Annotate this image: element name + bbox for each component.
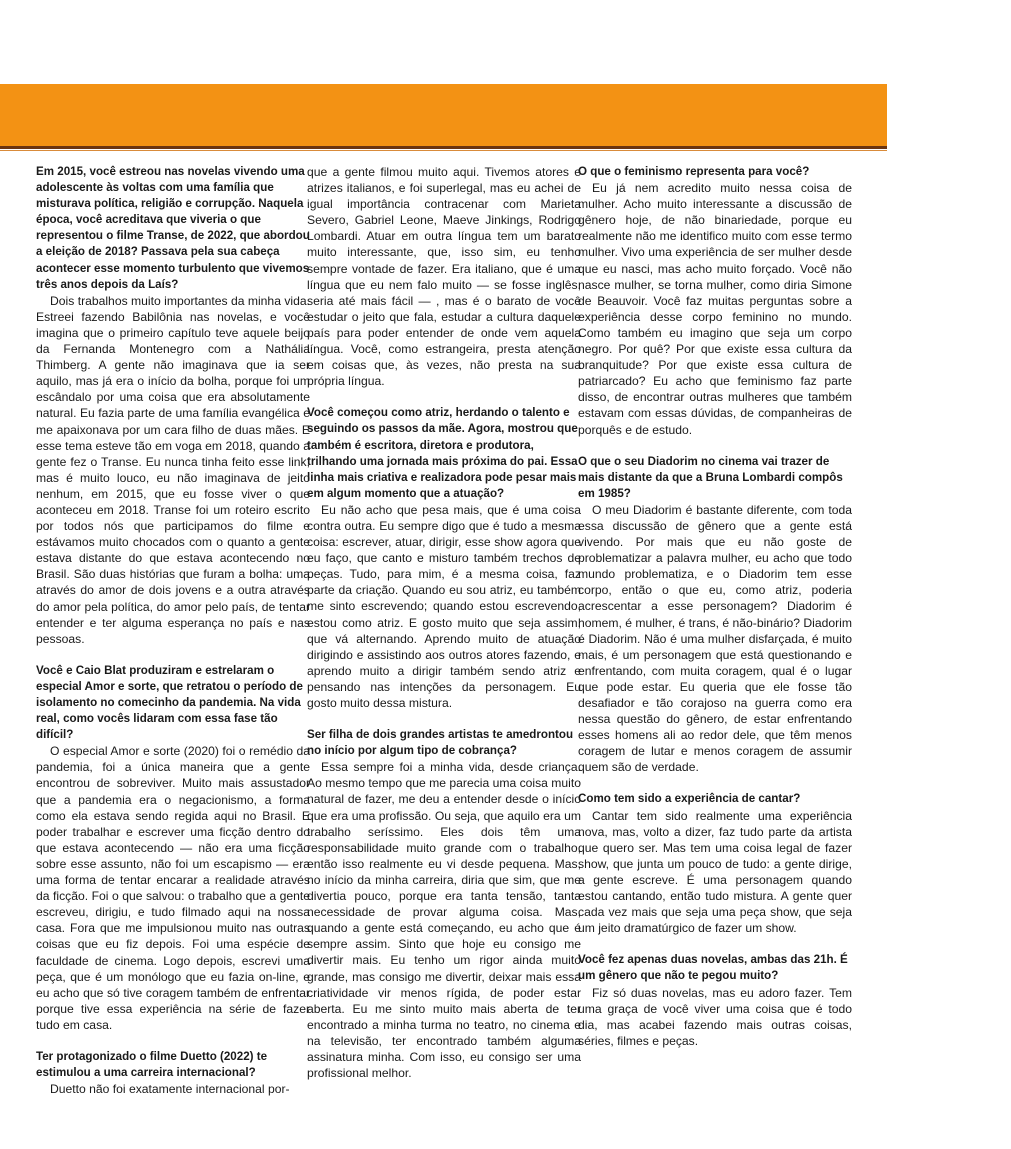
interview-question: Ser filha de dois grandes artistas te amedrontou no início por algum tipo de cobrança?	[307, 728, 574, 758]
text-column-2	[307, 164, 581, 1081]
interview-answer: Eu já nem acredito muito nessa coisa de mulher. Acho muito interessante a discussão de gênero hoje, de não binariedade, porque eu realmente não me identifico muito com esse termo mulher. Vivo uma experiência de ser mulher desde que eu nasci, mas acho muito forçado. Você não nasce mulher, se torna mulher, como diria Simone de Beauvoir. Você faz muitas perguntas sobre a experiência desse corpo feminino no mundo. Como também eu imagino que seja um corpo negro. Por quê? Por que existe essa cultura da branquitude? Por que existe essa cultura de patriarcado? Eu acho que feminismo faz parte disso, de encontrar outras mulheres que também estavam com essas dúvidas, de companheiras de porquês e de estudo.	[578, 181, 852, 437]
interview-question: Você e Caio Blat produziram e estrelaram o especial Amor e sorte, que retratou o período de isolamento no comecinho da pandemia. Na vida real, como vocês lidaram com essa fase tão difícil?	[36, 663, 303, 742]
interview-question: Você fez apenas duas novelas, ambas das 21h. É um gênero que não te pegou muito?	[578, 953, 848, 983]
interview-question: Como tem sido a experiência de cantar?	[578, 792, 801, 806]
interview-answer: Dois trabalhos muito importantes da minha vida. Estreei fazendo Babilônia nas novelas, e você imagina que o primeiro capítulo teve aquele beijo da Fernanda Montenegro com a Nathália Thimberg. A gente não imaginava que ia ser aquilo, mas já era o início da bolha, porque foi um escândalo por uma coisa que era absolutamente natural. Eu fazia parte de uma família evangélica e me apaixonava por um cara filho de duas mães. E esse tema esteve tão em voga em 2018, quando a gente fez o Transe. Eu nunca tinha feito esse link, mas é muito louco, eu não imaginava de jeito nenhum, em 2015, que eu fosse viver o que aconteceu em 2018. Transe foi um roteiro escrito por todos nós que participamos do filme e estávamos muito chocados com o quanto a gente estava distante do que estava acontecendo no Brasil. São duas histórias que furam a bolha: uma através do amor de dois jovens e a outra através do amor pela política, do amor pelo país, de tentar entender e ter alguma esperança no país e nas pessoas.	[36, 293, 310, 646]
header-rule	[0, 146, 887, 149]
header-rule-thin	[0, 150, 887, 151]
interview-answer: Essa sempre foi a minha vida, desde criança. Ao mesmo tempo que me parecia uma coisa muito natural de fazer, me deu a entender desde o início que era uma profissão. Ou seja, que aquilo era um trabalho seríssimo. Eles dois têm uma responsabilidade muito grande com o trabalho, então isso realmente eu vi desde pequena. Mas, no início da minha carreira, diria que sim, que me divertia pouco, porque era tanta tensão, tanta necessidade de provar alguma coisa. Mas, quando a gente está começando, eu acho que é sempre assim. Sinto que hoje eu consigo me divertir mais. Eu tenho um rigor ainda muito grande, mas consigo me divertir, deixar mais essa criatividade vir menos rígida, de poder estar aberta. Eu me sinto muito mais aberta de ter encontrado a minha turma no teatro, no cinema e na televisão, ter encontrado também alguma assinatura minha. Com isso, eu consigo ser uma profissional melhor.	[307, 760, 581, 1081]
interview-answer: Fiz só duas novelas, mas eu adoro fazer. Tem uma graça de você viver uma coisa que é todo dia, mas acabei fazendo mais outras coisas, séries, filmes e peças.	[578, 985, 852, 1048]
interview-question: O que o seu Diadorim no cinema vai trazer de mais distante da que a Bruna Lombardi compôs em 1985?	[578, 454, 843, 500]
interview-answer: Duetto não foi exatamente internacional por-	[50, 1082, 290, 1097]
interview-answer: O meu Diadorim é bastante diferente, com toda essa discussão de gênero que a gente está vivendo. Por mais que eu não goste de problematizar a palavra mulher, eu acho que todo mundo problematiza, e o Diadorim tem esse corpo, então o que eu, como atriz, poderia acrescentar a esse personagem? Diadorim é homem, é mulher, é trans, é não-binário? Diadorim é Diadorim. Não é uma mulher disfarçada, é muito mais, é um personagem que está questionando e enfrentando, com muita coragem, qual é o lugar que pode estar. Eu queria que ele fosse tão desafiador e tão corajoso na guerra como era nessa questão do gênero, de estar enfrentando esses homens ali ao redor dele, que têm menos coragem de lutar e menos coragem de assumir quem são de verdade.	[578, 502, 852, 775]
interview-answer-continued: que a gente filmou muito aqui. Tivemos atores e atrizes italianos, e foi superlegal, mas eu achei de igual importância contracenar com Marieta Severo, Gabriel Leone, Maeve Jinkings, Rodrigo Lombardi. Atuar em outra língua tem um barato muito interessante, que, isso sim, eu tenho sempre vontade de fazer. Era italiano, que é uma língua que eu nem falo muito — se fosse inglês, seria até mais fácil — , mas é o barato de você estudar o jeito que fala, estudar a cultura daquele país para poder entender de onde vem aquela língua. Você, como estrangeira, presta atenção em coisas que, às vezes, não presta na sua própria língua.	[307, 165, 581, 389]
interview-answer: Cantar tem sido realmente uma experiência nova, mas, volto a dizer, faz tudo parte da artista que quero ser. Mas tem uma coisa legal de fazer show, que junta um pouco de tudo: a gente dirige, a gente escreve. É uma personagem quando estou cantando, então tudo mistura. A gente quer cada vez mais que seja uma peça show, que seja um jeito dramatúrgico de fazer um show.	[578, 808, 852, 936]
interview-question: O que o feminismo representa para você?	[578, 165, 810, 178]
interview-answer: O especial Amor e sorte (2020) foi o remédio da pandemia, foi a única maneira que a gente encontrou de sobreviver. Muito mais assustador que a pandemia era o negacionismo, a forma como ela estava sendo regida aqui no Brasil. E poder trabalhar e escrever uma ficção dentro do que estava acontecendo — não era uma ficção sobre esse assunto, não foi um escapismo — era uma forma de tentar encarar a realidade através da ficção. Foi o que salvou: o trabalho que a gente escreveu, dirigiu, e tudo filmado aqui na nossa casa. Fora que me impulsionou muito nas outras coisas que eu fiz depois. Foi uma espécie de faculdade de cinema. Logo depois, escrevi uma peça, que é um monólogo que eu fazia on-line, e eu acho que só tive coragem também de enfrentar porque tive essa experiência na série de fazer tudo em casa.	[36, 744, 310, 1032]
interview-answer: Eu não acho que pesa mais, que é uma coisa contra outra. Eu sempre digo que é tudo a mesma coisa: escrever, atuar, dirigir, esse show agora que eu faço, que canto e misturo também trechos de peças. Tudo, para mim, é a mesma coisa, faz parte da criação. Quando eu sou atriz, eu também me sinto escrevendo; quando estou escrevendo, estou como atriz. E gosto muito que seja assim, que vá alternando. Aprendo muito de atuação dirigindo e assistindo aos outros atores fazendo, e aprendo muito a dirigir também sendo atriz e pensando nas intenções da personagem. Eu gosto muito dessa mistura.	[307, 502, 581, 710]
header-banner	[0, 84, 887, 146]
text-column-1	[36, 164, 310, 1097]
text-column-3	[578, 164, 852, 1049]
interview-question: Você começou como atriz, herdando o talento e seguindo os passos da mãe. Agora, mostrou que também é escritora, diretora e produtora, trilhando uma jornada mais próxima do pai. Essa linha mais criativa e realizadora pode pesar mais em algum momento que a atuação?	[307, 406, 578, 500]
interview-question: Em 2015, você estreou nas novelas vivendo uma adolescente às voltas com uma família que misturava política, religião e corrupção. Naquela época, você acreditava que viveria o que representou o filme Transe, de 2022, que abordou a eleição de 2018? Passava pela sua cabeça acontecer esse momento turbulento que vivemos três anos depois da Laís?	[36, 165, 310, 291]
interview-question: Ter protagonizado o filme Duetto (2022) te estimulou a uma carreira internacional?	[36, 1049, 268, 1080]
